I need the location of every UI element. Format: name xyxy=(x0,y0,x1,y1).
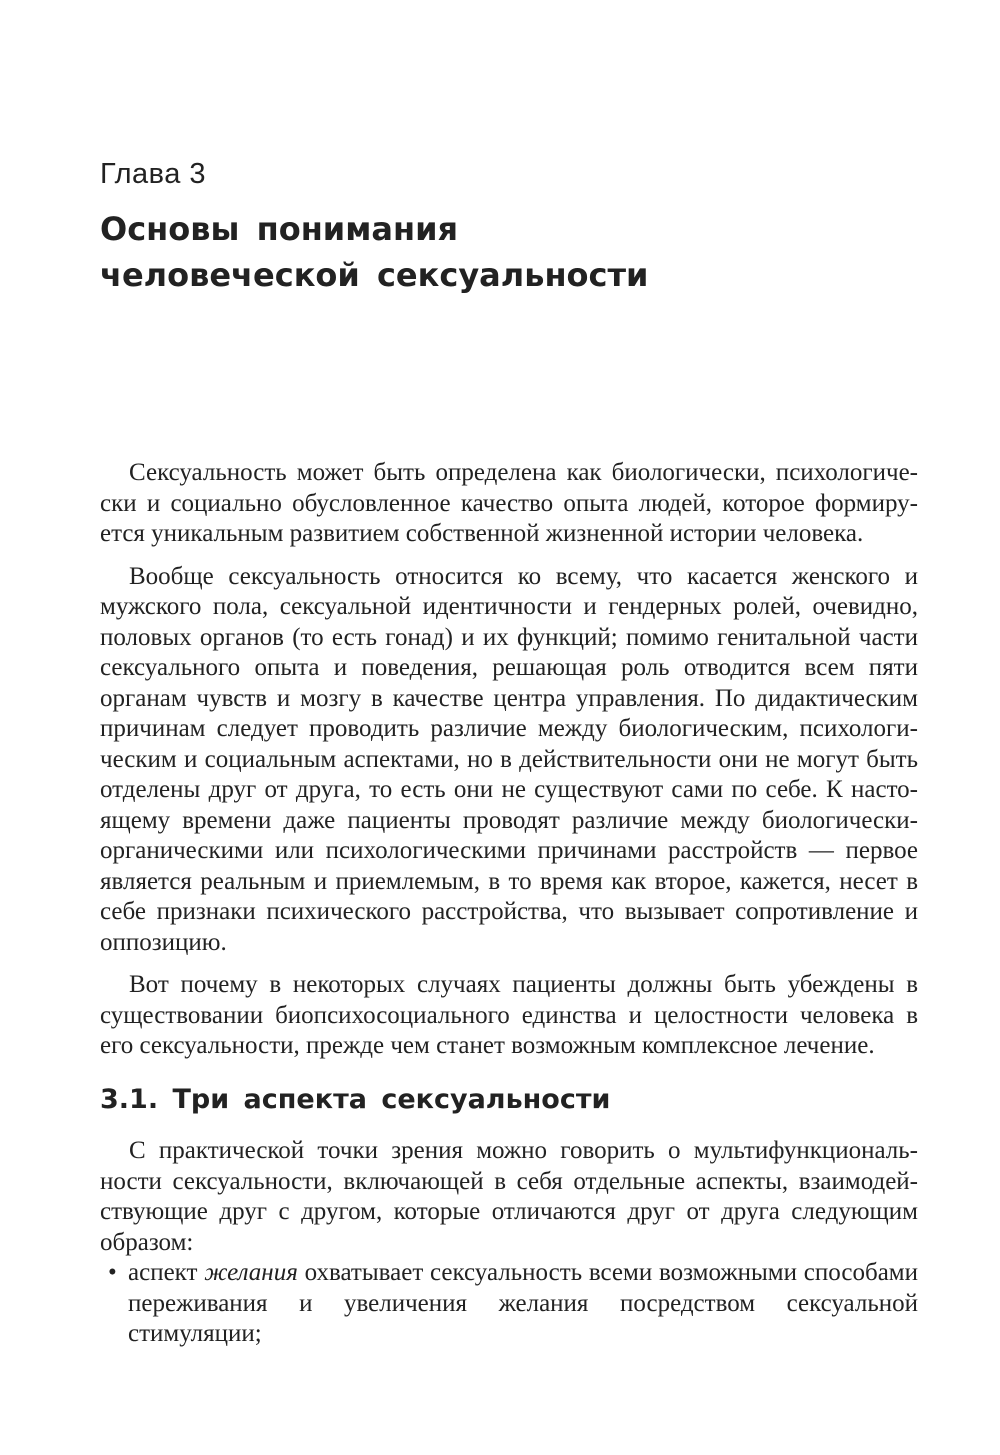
list-item-suffix: охватывает сексуальность всеми возможными способами переживания и увеличения желания посредством сексуальной стимуляции; xyxy=(128,1259,918,1347)
chapter-title xyxy=(100,206,648,298)
chapter-body xyxy=(100,458,918,1074)
bullet-marker: • xyxy=(108,1259,117,1286)
paragraph-1: Сексуальность может быть определена как биологически, психологически и социально обусловленное качество опыта людей, которое формируется уникальным развитием собственной жизненной истории человека. xyxy=(100,459,918,547)
list-item-prefix: аспект xyxy=(128,1259,205,1286)
paragraph-2: Вообще сексуальность относится ко всему, что касается женского и мужского пола, сексуальной идентичности и гендерных ролей, очевидно, половых органов (то есть гонад) и их функций; помимо генитальной части сексуального опыта и поведения, решающая роль отводится всем пяти органам чувств и мозгу в качестве центра управления. По дидактическим причинам следует проводить различие между биологическим, психологическим и социальным аспектами, но в действительности они не могут быть отделены друг от друга, то есть они не существуют сами по себе. К настоящему времени даже пациенты проводят различие между биологически-органическими или психологическими причинами расстройств — первое является реальным и приемлемым, в то время как второе, кажется, несет в себе признаки психического расстройства, что вызывает сопротивление и оппозицию. xyxy=(100,562,918,956)
list-item-emphasis: желания xyxy=(204,1259,298,1286)
aspect-list xyxy=(100,1258,918,1350)
chapter-label: Глава 3 xyxy=(100,158,207,190)
section-intro: С практической точки зрения можно говорить о мультифункциональности сексуальности, включающей в себя отдельные аспекты, взаимодействующие друг с другом, которые отличаются друг от друга следующим образом: xyxy=(100,1137,918,1256)
section-body xyxy=(100,1136,918,1350)
list-item xyxy=(108,1258,918,1350)
paragraph-3: Вот почему в некоторых случаях пациенты должны быть убеждены в существовании биопсихосоциального единства и целостности человека в его сексуальности, прежде чем станет возможным комплексное лечение. xyxy=(100,971,918,1059)
book-page xyxy=(100,0,918,1455)
chapter-title-line-1: Основы понимания xyxy=(100,210,459,248)
section-heading: 3.1. Три аспекта сексуальности xyxy=(100,1084,611,1115)
chapter-title-line-2: человеческой сексуальности xyxy=(100,256,649,294)
